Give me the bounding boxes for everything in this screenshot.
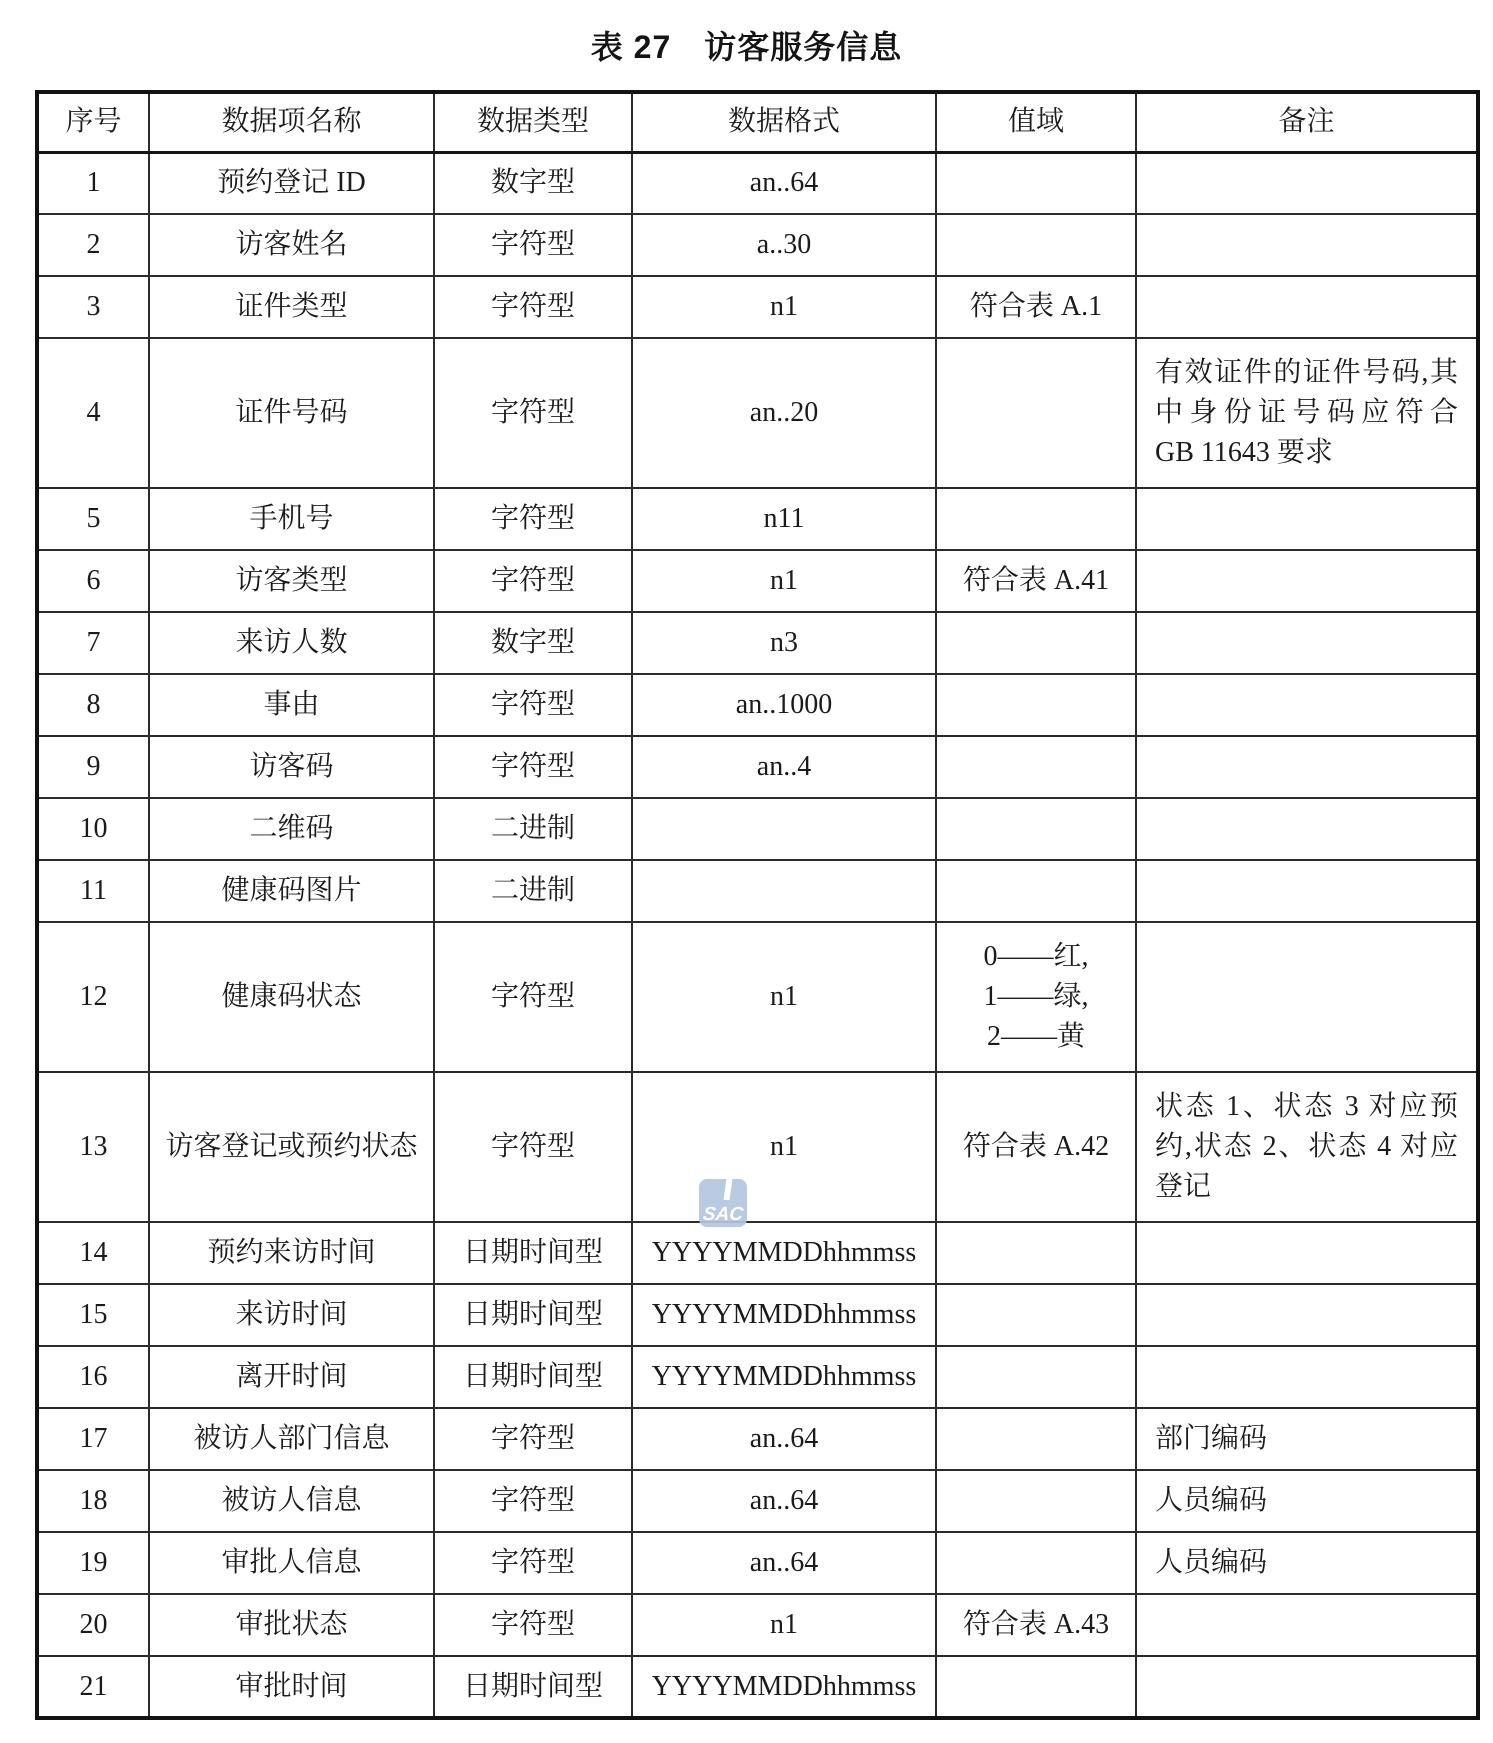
table-row	[37, 1470, 1478, 1532]
cell-no: 8	[37, 674, 149, 736]
cell-data-type: 日期时间型	[434, 1284, 632, 1346]
cell-data-format: n1	[632, 1594, 936, 1656]
cell-item-name: 预约来访时间	[149, 1222, 434, 1284]
cell-value-range	[936, 1532, 1136, 1594]
cell-remark	[1136, 798, 1478, 860]
cell-value-range	[936, 1222, 1136, 1284]
cell-remark: 部门编码	[1136, 1408, 1478, 1470]
cell-data-type: 字符型	[434, 1470, 632, 1532]
cell-no: 20	[37, 1594, 149, 1656]
cell-remark	[1136, 922, 1478, 1072]
cell-data-format: YYYYMMDDhhmmss	[632, 1284, 936, 1346]
cell-remark	[1136, 674, 1478, 736]
cell-no: 12	[37, 922, 149, 1072]
cell-item-name: 手机号	[149, 488, 434, 550]
cell-no: 4	[37, 338, 149, 488]
cell-no: 11	[37, 860, 149, 922]
table-header-row	[37, 92, 1478, 152]
cell-no: 18	[37, 1470, 149, 1532]
cell-value-range: 0——红, 1——绿, 2——黄	[936, 922, 1136, 1072]
cell-data-format: an..64	[632, 1408, 936, 1470]
cell-remark: 人员编码	[1136, 1532, 1478, 1594]
cell-value-range	[936, 488, 1136, 550]
cell-data-type: 字符型	[434, 214, 632, 276]
cell-no: 14	[37, 1222, 149, 1284]
cell-data-format	[632, 798, 936, 860]
table-row	[37, 612, 1478, 674]
cell-no: 13	[37, 1072, 149, 1222]
cell-no: 10	[37, 798, 149, 860]
table-row	[37, 736, 1478, 798]
table-row	[37, 214, 1478, 276]
cell-data-type: 二进制	[434, 798, 632, 860]
cell-item-name: 审批状态	[149, 1594, 434, 1656]
table-row	[37, 152, 1478, 214]
cell-item-name: 证件号码	[149, 338, 434, 488]
cell-data-type: 字符型	[434, 550, 632, 612]
table-row	[37, 922, 1478, 1072]
cell-data-type: 字符型	[434, 1072, 632, 1222]
cell-no: 1	[37, 152, 149, 214]
header-remark: 备注	[1136, 92, 1478, 152]
cell-value-range	[936, 1470, 1136, 1532]
cell-remark	[1136, 860, 1478, 922]
cell-value-range: 符合表 A.42	[936, 1072, 1136, 1222]
cell-data-type: 日期时间型	[434, 1346, 632, 1408]
cell-data-format: n1	[632, 550, 936, 612]
cell-no: 17	[37, 1408, 149, 1470]
data-table	[35, 90, 1480, 1720]
cell-data-type: 字符型	[434, 1532, 632, 1594]
cell-no: 5	[37, 488, 149, 550]
cell-item-name: 健康码状态	[149, 922, 434, 1072]
header-no: 序号	[37, 92, 149, 152]
cell-value-range: 符合表 A.43	[936, 1594, 1136, 1656]
sac-watermark-stripe	[724, 1179, 733, 1200]
cell-no: 15	[37, 1284, 149, 1346]
header-data-type: 数据类型	[434, 92, 632, 152]
cell-data-format: an..64	[632, 1470, 936, 1532]
cell-data-type: 字符型	[434, 674, 632, 736]
cell-value-range	[936, 1408, 1136, 1470]
cell-item-name: 二维码	[149, 798, 434, 860]
table-row	[37, 550, 1478, 612]
table-row	[37, 1346, 1478, 1408]
cell-remark	[1136, 1222, 1478, 1284]
cell-remark	[1136, 152, 1478, 214]
cell-data-type: 字符型	[434, 922, 632, 1072]
header-item-name: 数据项名称	[149, 92, 434, 152]
cell-value-range	[936, 214, 1136, 276]
cell-remark	[1136, 276, 1478, 338]
cell-remark	[1136, 488, 1478, 550]
cell-no: 9	[37, 736, 149, 798]
cell-data-type: 字符型	[434, 736, 632, 798]
cell-value-range	[936, 152, 1136, 214]
cell-item-name: 来访时间	[149, 1284, 434, 1346]
table-row	[37, 1284, 1478, 1346]
cell-value-range	[936, 1284, 1136, 1346]
cell-data-format: an..20	[632, 338, 936, 488]
cell-no: 3	[37, 276, 149, 338]
cell-item-name: 事由	[149, 674, 434, 736]
cell-no: 19	[37, 1532, 149, 1594]
cell-remark	[1136, 1346, 1478, 1408]
cell-data-format: an..1000	[632, 674, 936, 736]
cell-no: 7	[37, 612, 149, 674]
cell-remark	[1136, 1656, 1478, 1718]
cell-item-name: 被访人部门信息	[149, 1408, 434, 1470]
cell-data-type: 字符型	[434, 1594, 632, 1656]
cell-data-format: YYYYMMDDhhmmss	[632, 1222, 936, 1284]
cell-no: 2	[37, 214, 149, 276]
cell-remark: 人员编码	[1136, 1470, 1478, 1532]
cell-remark: 状态 1、状态 3 对应预 约,状态 2、状态 4 对应 登记	[1136, 1072, 1478, 1222]
table-row	[37, 1408, 1478, 1470]
cell-no: 21	[37, 1656, 149, 1718]
cell-data-type: 日期时间型	[434, 1656, 632, 1718]
cell-remark	[1136, 1284, 1478, 1346]
cell-data-format: YYYYMMDDhhmmss	[632, 1346, 936, 1408]
cell-data-format: an..64	[632, 1532, 936, 1594]
cell-item-name: 预约登记 ID	[149, 152, 434, 214]
cell-value-range	[936, 674, 1136, 736]
cell-data-format	[632, 860, 936, 922]
table-row	[37, 798, 1478, 860]
cell-item-name: 访客姓名	[149, 214, 434, 276]
cell-no: 6	[37, 550, 149, 612]
cell-data-type: 字符型	[434, 338, 632, 488]
cell-data-type: 二进制	[434, 860, 632, 922]
cell-data-format: n1	[632, 1072, 936, 1222]
sac-watermark	[699, 1179, 747, 1227]
cell-data-type: 数字型	[434, 152, 632, 214]
cell-item-name: 证件类型	[149, 276, 434, 338]
cell-value-range	[936, 1346, 1136, 1408]
cell-item-name: 审批人信息	[149, 1532, 434, 1594]
table-row	[37, 276, 1478, 338]
cell-data-format: an..64	[632, 152, 936, 214]
cell-data-format: n11	[632, 488, 936, 550]
table-row	[37, 338, 1478, 488]
cell-remark: 有效证件的证件号码,其 中身份证号码应符合 GB 11643 要求	[1136, 338, 1478, 488]
cell-data-type: 日期时间型	[434, 1222, 632, 1284]
cell-value-range	[936, 798, 1136, 860]
cell-item-name: 访客登记或预约状态	[149, 1072, 434, 1222]
table-row	[37, 1594, 1478, 1656]
cell-remark	[1136, 736, 1478, 798]
cell-value-range	[936, 1656, 1136, 1718]
cell-no: 16	[37, 1346, 149, 1408]
cell-value-range: 符合表 A.41	[936, 550, 1136, 612]
table-title: 表 27 访客服务信息	[590, 29, 903, 65]
cell-remark	[1136, 612, 1478, 674]
cell-item-name: 审批时间	[149, 1656, 434, 1718]
table-row	[37, 860, 1478, 922]
cell-data-format: n1	[632, 922, 936, 1072]
table-row	[37, 488, 1478, 550]
cell-item-name: 来访人数	[149, 612, 434, 674]
cell-remark	[1136, 214, 1478, 276]
table-row	[37, 1532, 1478, 1594]
table-row	[37, 1656, 1478, 1718]
cell-item-name: 访客类型	[149, 550, 434, 612]
cell-remark	[1136, 550, 1478, 612]
cell-item-name: 被访人信息	[149, 1470, 434, 1532]
cell-data-format: YYYYMMDDhhmmss	[632, 1656, 936, 1718]
cell-value-range	[936, 338, 1136, 488]
cell-data-format: n3	[632, 612, 936, 674]
cell-data-type: 数字型	[434, 612, 632, 674]
sac-watermark-text: SAC	[701, 1204, 745, 1225]
table-body	[37, 152, 1478, 1718]
cell-item-name: 健康码图片	[149, 860, 434, 922]
cell-data-format: a..30	[632, 214, 936, 276]
cell-value-range	[936, 612, 1136, 674]
cell-data-type: 字符型	[434, 276, 632, 338]
cell-data-format: an..4	[632, 736, 936, 798]
header-value-range: 值域	[936, 92, 1136, 152]
cell-data-type: 字符型	[434, 488, 632, 550]
cell-value-range: 符合表 A.1	[936, 276, 1136, 338]
cell-data-type: 字符型	[434, 1408, 632, 1470]
cell-item-name: 访客码	[149, 736, 434, 798]
cell-remark	[1136, 1594, 1478, 1656]
header-data-format: 数据格式	[632, 92, 936, 152]
cell-data-format: n1	[632, 276, 936, 338]
table-row	[37, 1222, 1478, 1284]
table-row	[37, 674, 1478, 736]
cell-value-range	[936, 736, 1136, 798]
table-row	[37, 1072, 1478, 1222]
cell-item-name: 离开时间	[149, 1346, 434, 1408]
cell-value-range	[936, 860, 1136, 922]
